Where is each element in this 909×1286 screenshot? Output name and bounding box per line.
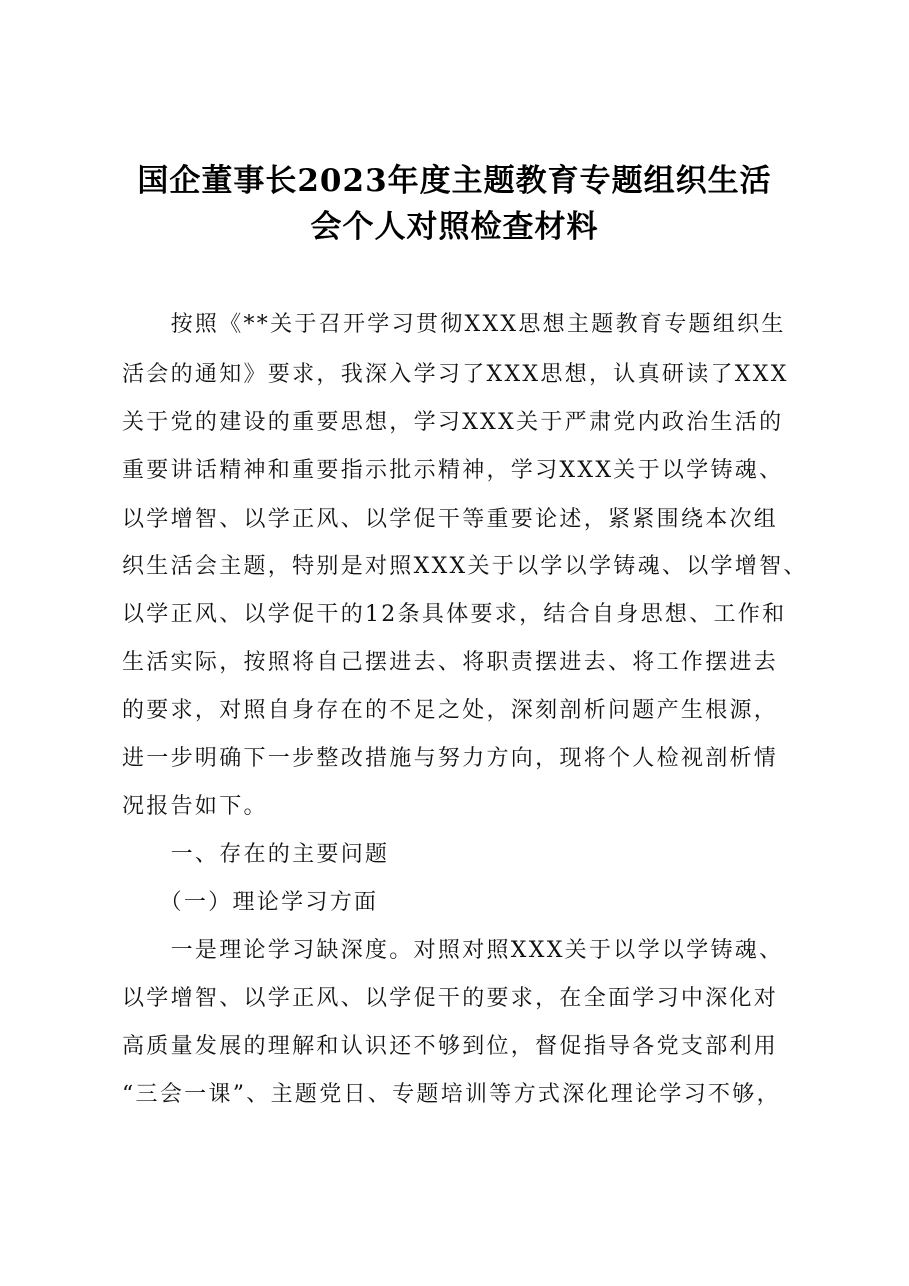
body-line: 的要求，对照自身存在的不足之处，深刻剖析问题产生根源，	[122, 698, 779, 723]
body-line: 关于党的建设的重要思想，学习XXX关于严肃党内政治生活的	[122, 410, 784, 435]
body-line: 织生活会主题，特别是对照XXX关于以学以学铸魂、以学增智、	[122, 554, 808, 579]
body-line: 活会的通知》要求，我深入学习了XXX思想，认真研读了XXX	[122, 362, 789, 387]
document-title-line-1: 国企董事长2023年度主题教育专题组织生活	[137, 163, 772, 199]
document-title-line-2: 会个人对照检查材料	[310, 209, 599, 245]
body-line: 以学正风、以学促干的12条具体要求，结合自身思想、工作和	[122, 602, 787, 627]
body-line: 以学增智、以学正风、以学促干等重要论述，紧紧围绕本次组	[122, 507, 779, 532]
body-line: “三会一课”、主题党日、专题培训等方式深化理论学习不够，	[122, 1082, 781, 1107]
body-line: 况报告如下。	[122, 794, 268, 819]
body-line: 高质量发展的理解和认识还不够到位，督促指导各党支部利用	[122, 1034, 779, 1059]
section-heading: 一、存在的主要问题	[122, 842, 390, 867]
body-line: 以学增智、以学正风、以学促干的要求，在全面学习中深化对	[122, 986, 779, 1011]
body-line: 重要讲话精神和重要指示批示精神，学习XXX关于以学铸魂、	[122, 458, 784, 483]
body-line: 生活实际，按照将自己摆进去、将职责摆进去、将工作摆进去	[122, 650, 779, 675]
body-line: 一是理论学习缺深度。对照对照XXX关于以学以学铸魂、	[122, 938, 784, 963]
body-line: 按照《**关于召开学习贯彻XXX思想主题教育专题组织生	[122, 312, 786, 337]
body-line: 进一步明确下一步整改措施与努力方向，现将个人检视剖析情	[122, 746, 779, 771]
subsection-heading: （一）理论学习方面	[122, 890, 379, 915]
